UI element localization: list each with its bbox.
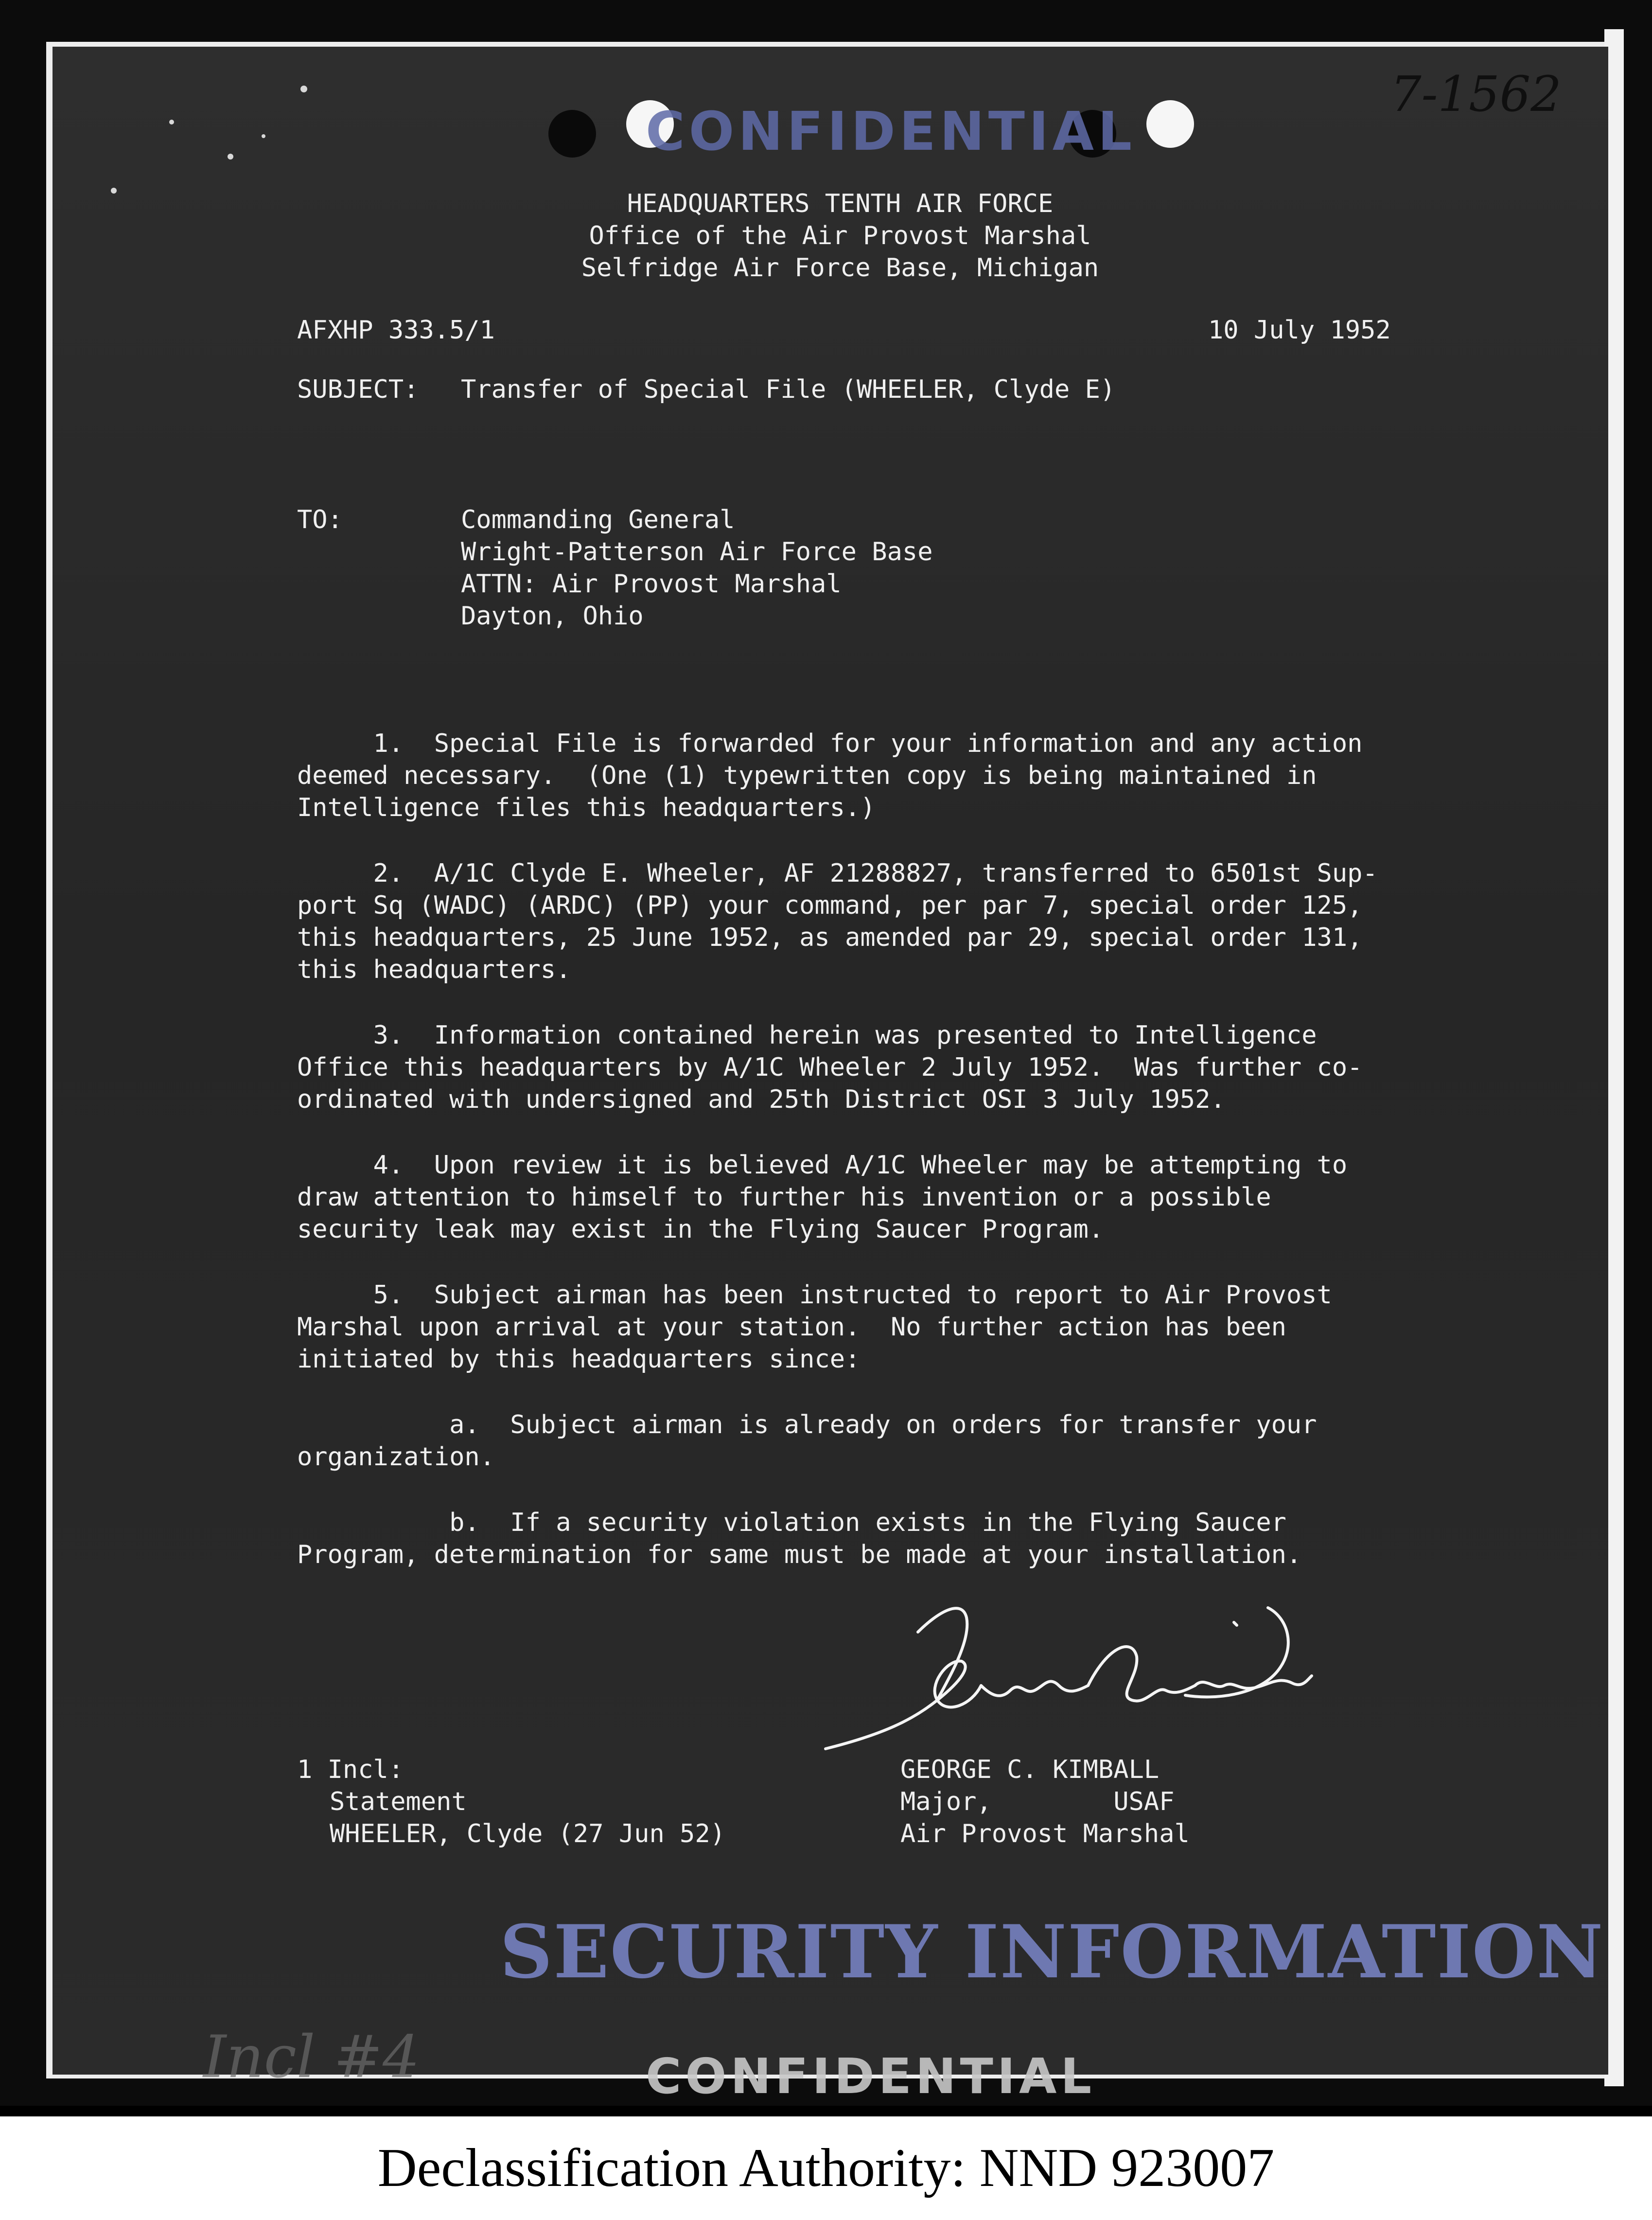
speck (228, 154, 233, 160)
paragraph-4-line: 4. Upon review it is believed A/1C Wheeler may be attempting to (297, 1151, 1348, 1180)
to-line: Dayton, Ohio (461, 602, 644, 631)
speck (262, 134, 265, 138)
punch-hole-icon (1146, 100, 1194, 148)
subject-label: SUBJECT: (297, 375, 419, 404)
signer-name: GEORGE C. KIMBALL (900, 1755, 1160, 1784)
declassification-caption: Declassification Authority: NND 923007 (0, 2116, 1652, 2220)
paragraph-1-line: 1. Special File is forwarded for your information and any action (297, 729, 1363, 758)
to-line: Wright-Patterson Air Force Base (461, 537, 933, 567)
paragraph-2-line: this headquarters, 25 June 1952, as amended par 29, special order 131, (297, 923, 1363, 952)
confidential-stamp-top: CONFIDENTIAL (646, 100, 1136, 162)
speck (169, 120, 174, 124)
signer-rank: Major, USAF (900, 1787, 1175, 1816)
enclosure-line: WHEELER, Clyde (27 Jun 52) (330, 1819, 725, 1848)
reference-number: AFXHP 333.5/1 (297, 316, 495, 345)
handwritten-incl-note: Incl #4 (203, 2024, 420, 2091)
header-line-2: Office of the Air Provost Marshal (589, 221, 1091, 250)
subject-line: Transfer of Special File (WHEELER, Clyde E) (461, 375, 1116, 404)
document-page (53, 47, 1608, 2105)
subparagraph-b-line: Program, determination for same must be made at your installation. (297, 1540, 1302, 1569)
header-line-1: HEADQUARTERS TENTH AIR FORCE (627, 189, 1054, 218)
confidential-stamp-bottom: CONFIDENTIAL (646, 2048, 1096, 2105)
to-line: ATTN: Air Provost Marshal (461, 569, 842, 599)
subparagraph-b-line: b. If a security violation exists in the Flying Saucer (297, 1508, 1286, 1537)
to-label: TO: (297, 505, 343, 534)
security-information-stamp: SECURITY INFORMATION (500, 1909, 1604, 1995)
paragraph-1-line: Intelligence files this headquarters.) (297, 793, 876, 822)
letter-date: 10 July 1952 (1208, 316, 1391, 345)
paragraph-3-line: ordinated with undersigned and 25th District OSI 3 July 1952. (297, 1085, 1226, 1114)
paragraph-5-line: initiated by this headquarters since: (297, 1345, 861, 1374)
paragraph-1-line: deemed necessary. (One (1) typewritten copy is being maintained in (297, 761, 1317, 790)
to-line: Commanding General (461, 505, 735, 534)
subparagraph-a-line: a. Subject airman is already on orders for transfer your (297, 1410, 1317, 1439)
paragraph-3-line: 3. Information contained herein was presented to Intelligence (297, 1021, 1317, 1050)
paragraph-2-line: this headquarters. (297, 955, 571, 984)
paragraph-5-line: 5. Subject airman has been instructed to report to Air Provost (297, 1280, 1332, 1310)
subparagraph-a-line: organization. (297, 1442, 495, 1472)
speck (300, 86, 307, 92)
enclosure-line: Statement (330, 1787, 467, 1816)
speck (111, 188, 117, 194)
signer-title: Air Provost Marshal (900, 1819, 1190, 1848)
handwritten-signature (816, 1579, 1326, 1773)
handwritten-file-number: 7-1562 (1390, 66, 1562, 123)
paragraph-5-line: Marshal upon arrival at your station. No further action has been (297, 1313, 1286, 1342)
paragraph-3-line: Office this headquarters by A/1C Wheeler 2 July 1952. Was further co- (297, 1053, 1363, 1082)
header-line-3: Selfridge Air Force Base, Michigan (581, 253, 1099, 283)
enclosure-line: 1 Incl: (297, 1755, 404, 1784)
paragraph-4-line: security leak may exist in the Flying Saucer Program. (297, 1215, 1104, 1244)
paragraph-2-line: port Sq (WADC) (ARDC) (PP) your command, per par 7, special order 125, (297, 891, 1363, 920)
punch-hole-icon (548, 110, 596, 158)
paragraph-2-line: 2. A/1C Clyde E. Wheeler, AF 21288827, transferred to 6501st Sup- (297, 859, 1378, 888)
paragraph-4-line: draw attention to himself to further his invention or a possible (297, 1183, 1271, 1212)
